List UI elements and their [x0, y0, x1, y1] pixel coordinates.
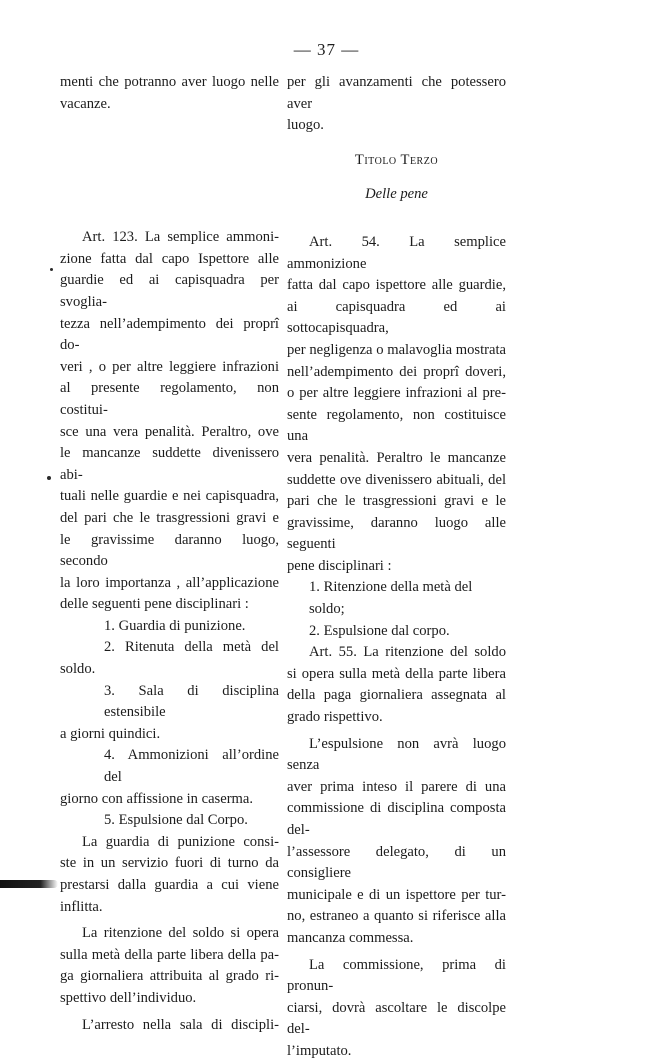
- list-item: 3. Sala di disciplina estensibile: [104, 682, 279, 721]
- text-line: vera penalità. Peraltro le mancanze: [287, 449, 506, 466]
- text-line: le gravissime daranno luogo, secondo: [60, 531, 279, 570]
- text-line: municipale e di un ispettore per tur-: [287, 886, 506, 903]
- section-title: Titolo Terzo: [354, 151, 439, 168]
- text-line: per gli avanzamenti che potessero aver: [287, 74, 506, 112]
- text-line: luogo.: [287, 117, 324, 134]
- list-item: 4. Ammonizioni all’ordine del: [104, 747, 279, 786]
- penalty-list-right: [287, 577, 506, 642]
- text-line: vacanze.: [60, 95, 111, 112]
- page-edge-mark: [0, 880, 58, 888]
- text-line: zione fatta dal capo Ispettore alle: [60, 250, 279, 267]
- article-54: [287, 232, 506, 578]
- text-line: per negligenza o malavoglia mostrata: [287, 341, 506, 358]
- text-line: gravissime, daranno luogo alle seguenti: [287, 514, 506, 553]
- text-line: ga giornaliera attribuita al grado ri-: [60, 968, 279, 985]
- text-line: soldo.: [60, 661, 96, 678]
- text-line: spettivo dell’individuo.: [60, 989, 197, 1006]
- text-line: guardie ed ai capisquadra per svoglia-: [60, 272, 279, 310]
- text-line: pene disciplinari :: [287, 557, 392, 574]
- left-continuation: [60, 72, 279, 115]
- text-line: suddette ove divenissero abituali, del: [287, 471, 506, 488]
- ink-speck: [50, 268, 53, 271]
- text-line: tezza nell’adempimento dei proprî do-: [60, 315, 279, 354]
- text-line: Art. 55. La ritenzione del soldo: [309, 644, 506, 661]
- text-line: L’espulsione non avrà luogo senza: [287, 735, 506, 774]
- page-number: — 37 —: [293, 40, 360, 59]
- penalty-list: [60, 616, 279, 832]
- text-line: ciarsi, dovrà ascoltare le discolpe del-: [287, 999, 506, 1038]
- guardia-paragraph: [60, 832, 279, 918]
- article-123: [60, 227, 279, 616]
- text-line: o per altre leggiere infrazioni al pre-: [287, 385, 506, 402]
- text-line: veri , o per altre leggiere infrazioni: [60, 358, 279, 375]
- text-line: Art. 54. La semplice ammonizione: [287, 233, 506, 272]
- text-line: pari che le trasgressioni gravi e le: [287, 493, 506, 510]
- espulsione-paragraph: [287, 734, 506, 950]
- text-line: La guardia di punizione consi-: [82, 833, 279, 850]
- text-line: prestarsi dalla guardia a cui viene: [60, 877, 279, 893]
- text-line: si opera sulla metà della parte libera: [287, 665, 506, 682]
- list-item: 1. Ritenzione della metà del soldo;: [309, 579, 473, 618]
- text-line: delle seguenti pene disciplinari :: [60, 596, 249, 613]
- text-line: sulla metà della parte libera della pa-: [60, 946, 279, 963]
- text-line: a giorni quindici.: [60, 725, 161, 742]
- list-item: 1. Guardia di punizione.: [104, 617, 246, 634]
- text-line: nell’adempimento dei proprî doveri,: [287, 363, 506, 380]
- text-line: Art. 123. La semplice ammoni-: [82, 229, 279, 246]
- text-line: ai capisquadra ed ai sottocapisquadra,: [287, 298, 506, 337]
- ink-speck: [47, 476, 51, 480]
- right-column: [287, 72, 506, 1063]
- text-line: grado rispettivo.: [287, 709, 383, 726]
- text-line: sce una vera penalità. Peraltro, ove: [60, 423, 279, 440]
- text-line: La commissione, prima di pronun-: [287, 956, 506, 995]
- text-line: commissione di disciplina composta del-: [287, 800, 506, 838]
- text-line: L’arresto nella sala di discipli-: [82, 1016, 279, 1033]
- arresto-paragraph: [60, 1015, 279, 1037]
- list-item: 2. Espulsione dal corpo.: [309, 622, 450, 639]
- text-line: l’assessore delegato, di un consigliere: [287, 843, 506, 882]
- text-line: La ritenzione del soldo si opera: [82, 925, 279, 942]
- left-column: [60, 72, 279, 1036]
- ritenzione-paragraph: [60, 923, 279, 1009]
- text-line: no, estraneo a quanto si riferisce alla: [287, 908, 506, 925]
- article-55: [287, 642, 506, 728]
- text-line: la loro importanza , all’applicazione: [60, 574, 279, 591]
- text-line: fatta dal capo ispettore alle guardie,: [287, 277, 506, 294]
- text-line: sente regolamento, non costituisce una: [287, 406, 506, 445]
- text-line: al presente regolamento, non costitui-: [60, 380, 279, 418]
- text-line: le mancanze suddette divenissero abi-: [60, 445, 279, 483]
- text-line: ste in un servizio fuori di turno da: [60, 855, 279, 872]
- list-item: 2. Ritenuta della metà del: [104, 639, 279, 656]
- text-line: giorno con affissione in caserma.: [60, 790, 254, 807]
- text-line: aver prima inteso il parere di una: [287, 778, 506, 795]
- text-line: mancanza commessa.: [287, 929, 414, 946]
- text-line: tuali nelle guardie e nei capisquadra,: [60, 488, 279, 505]
- text-line: l’imputato.: [287, 1042, 352, 1059]
- section-subtitle: Delle pene: [365, 186, 428, 203]
- list-item: 5. Espulsione dal Corpo.: [104, 812, 248, 829]
- right-continuation: [287, 72, 506, 137]
- text-line: inflitta.: [60, 898, 103, 915]
- text-line: del pari che le trasgressioni gravi e: [60, 509, 279, 526]
- text-line: della paga giornaliera assegnata al: [287, 687, 506, 704]
- text-line: menti che potranno aver luogo nelle: [60, 74, 279, 90]
- commissione-paragraph: [287, 955, 506, 1063]
